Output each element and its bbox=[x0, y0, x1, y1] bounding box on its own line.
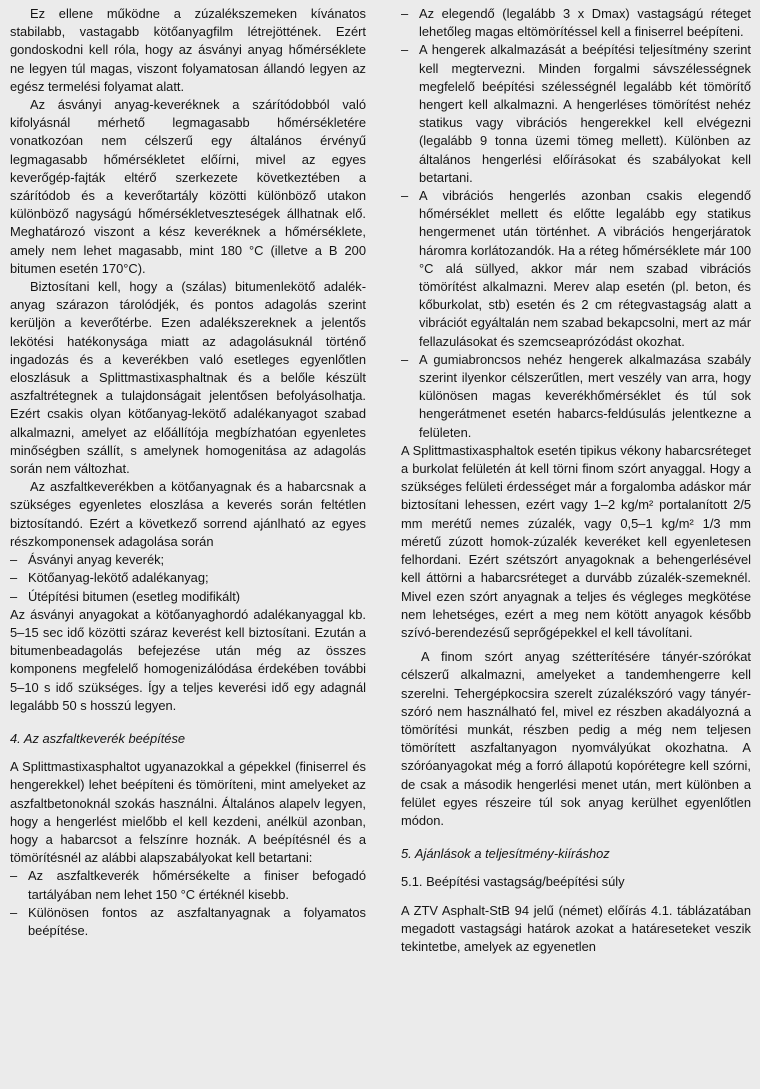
paragraph: Az aszfaltkeverékben a kötőanyagnak és a habarcsnak a szükséges egyenletes eloszlása a keverés során feltétlen biztosítandó. Ezért a következő sorrend ajánlható az egyes részkomponensek adagolása során bbox=[10, 479, 366, 549]
list-item: – A hengerek alkalmazását a beépítési teljesítmény szerint kell megtervezni. Minden forgalmi sávszélességnek megfelelő beépítési szélességnél legalább két tömörítő hengert kell alkalmazni. A hengerléses tömörítést nehéz statikus vagy vibrációs hengerekkel kell elvégezni (legalább 9 tonna üzemi tömeg mellett). Különben az általános hengerlési előírásokat és szabályokat kell betartani. bbox=[401, 42, 751, 185]
list-item: – Ásványi anyag keverék; bbox=[10, 551, 366, 569]
dash-marker: – bbox=[401, 42, 409, 58]
paragraph: Az ásványi anyag-keveréknek a szárítódobból való kifolyásnál mérhető legmagasabb hőmérsékletére vonatkozóan nem célszerű egy általános érvényű legmagasabb hőmérsékletet előírni, mivel az egyes keverőgép-fajták eltérő szerkezete következtében a szárítódob és a keverőtartály közötti különböző utakon különböző nagyságú hőmérsékletveszteségek állhatnak elő. Meghatározó viszont a kész keveréknek a hőmérséklete, amely nem lehet magasabb, mint 180 °C (illetve a B 200 bitumen esetén 170°C). bbox=[10, 97, 366, 276]
list-item: – A vibrációs hengerlés azonban csakis elegendő hőmérséklet mellett és előtte legalább egy statikus hengermenet után történhet. A vibrációs hengerjáratok háromra korlátozandók. Ha a réteg hőmérséklete már 100 °C alá süllyed, akkor már nem szabad vibrációs tömörítést alkalmazni. Merev alap esetén (pl. beton, és kőburkolat, stb) esetén és 2 cm rétegvastagság alatt a vibrációt egyáltalán nem szabad bekapcsolni, mert az már fellazulásokat és szemcseaprózódást okozhat. bbox=[401, 188, 751, 349]
section-heading: 4. Az aszfaltkeverék beépítése bbox=[10, 730, 186, 746]
right-column bbox=[401, 5, 751, 956]
subsection-heading: 5.1. Beépítési vastagság/beépítési súly bbox=[401, 874, 625, 890]
paragraph: A finom szórt anyag szétterítésére tányér-szórókat célszerű alkalmazni, amelyeket a tandemhengerre kell szerelni. Tehergépkocsira szerelt zúzalékszóró vagy tányér-szóró nem használható fel, mivel ez részben akadályozná a tömörítési munkát, részben pedig a még nem teljesen tömörített aszfaltanyagon nyomvályúkat okozhatna. A szóróanyagokat még a forró állapotú kopórétegre kell szórni, de csak a második hengerlési menet után, mert különben a felület egyes részeire túl sok anyag kerülhet egyenlőtlen módon. bbox=[401, 649, 751, 828]
dash-marker: – bbox=[401, 6, 409, 21]
list-item: – Útépítési bitumen (esetleg modifikált) bbox=[10, 588, 366, 606]
paragraph: A Splittmastixasphaltok esetén tipikus vékony habarcsréteget a burkolat felületén át kell törni finom szórt anyaggal. Hogy a szükséges felületi érdességet már a forgalomba adáskor már biztosítani lehessen, ezért vagy 1–2 kg/m² portalanított 2/5 mm merétű nemes zúzalék, vagy 0,5–1 kg/m² 1/3 mm méretű zúzott homok-zúzalék keveréket kell egyenletesen felhordani. Ezért szétszórt anyagoknak a behengerlésével kell áttörni a habarcsréteget a durvább zúzalék-szemeknél. Mivel ezen szórt anyagnak a teljes és végleges megkötése nem lehetséges, ezért a meg nem kötött anyagok később szívó-berendezésű seprőgépekkel el kell távolítani. bbox=[401, 442, 751, 640]
dash-marker: – bbox=[401, 188, 409, 204]
list-item: – Az elegendő (legalább 3 x Dmax) vastagságú réteget lehetőleg magas eltömörítéssel kell a finiserrel beépíteni. bbox=[401, 6, 751, 40]
dash-marker: – bbox=[10, 552, 18, 568]
paragraph: Az ásványi anyagokat a kötőanyaghordó adalékanyaggal kb. 5–15 sec idő közötti száraz keverést kell biztosítani. Ezután a bitumenbeadagolás befejezése után még az összes komponens megfelelő homogenizálódása érdekében további 5–10 s idő szükséges. Így a teljes keverési idő egy adagnál legalább 50 s hosszú legyen. bbox=[10, 606, 366, 713]
list-item: – A gumiabroncsos nehéz hengerek alkalmazása szabály szerint ilyenkor célszerűtlen, mert veszély van arra, hogy különösen magas keverékhőmérséklet és túl sok hengerátmenet esetén habarcs-feldúsulás jelentkezne a felületen. bbox=[401, 351, 751, 440]
paragraph: A Splittmastixasphaltot ugyanazokkal a gépekkel (finiserrel és hengerekkel) lehet beépíteni és tömöríteni, mint amelyeket az aszfaltbetonoknál szokás használni. Általános alapelv legyen, hogy a hengerlést mielőbb el kell kezdeni, anélkül azonban, hogy a habarcsot a felszínre hoznák. A beépítésnél és a tömörítésnél az alábbi alapszabályokat kell betartani: bbox=[10, 759, 366, 866]
dash-marker: – bbox=[10, 570, 18, 586]
dash-marker: – bbox=[10, 868, 18, 884]
list-item: – Kötőanyag-lekötő adalékanyag; bbox=[10, 569, 366, 587]
paragraph: A ZTV Asphalt-StB 94 jelű (német) előírás 4.1. táblázatában megadott vastagsági határok azokat a határeseteket veszik tekintetbe, amelyek az egyenetlen bbox=[401, 902, 751, 954]
left-column bbox=[10, 5, 366, 940]
paragraph: Biztosítani kell, hogy a (szálas) bitumenlekötő adalék-anyag szárazon tárolódjék, és pontos adagolás szerint kerüljön a keverőtérbe. Ezen adalékszereknek a jelentős lekötési hatékonysága miatt az adagolásuknál történő ingadozás és a keverékben való esetleges egyenlőtlen eloszlásuk a Splittmastixasphaltnak és a belőle készült aszfaltrétegnek a tulajdonságait jelentősen befolyásolhatja. Ezért csakis olyan kötőanyag-lekötő adalékanyagot szabad alkalmazni, amelyet az előállítója megbízhatóan egyenletes minőségben szállít, s amelynek homogenitása az adagolás során nem változhat. bbox=[10, 279, 366, 477]
dash-marker: – bbox=[401, 351, 409, 367]
paragraph: Ez ellene működne a zúzalékszemeken kívánatos stabilabb, vastagabb kötőanyagfilm létrejöttének. Ezért gondoskodni kell róla, hogy az ásványi anyag hőmérséklete ne legyen túl magas, viszont folyamatosan állandó legyen az egész termelési folyamat alatt. bbox=[10, 6, 366, 94]
section-heading: 5. Ajánlások a teljesítmény-kiíráshoz bbox=[401, 846, 610, 862]
list-item: – Az aszfaltkeverék hőmérsékelte a finiser befogadó tartályában nem lehet 150 °C értéknél kisebb. bbox=[10, 868, 366, 902]
dash-marker: – bbox=[10, 904, 18, 920]
list-item: – Különösen fontos az aszfaltanyagnak a folyamatos beépítése. bbox=[10, 904, 366, 938]
dash-marker: – bbox=[10, 588, 18, 604]
